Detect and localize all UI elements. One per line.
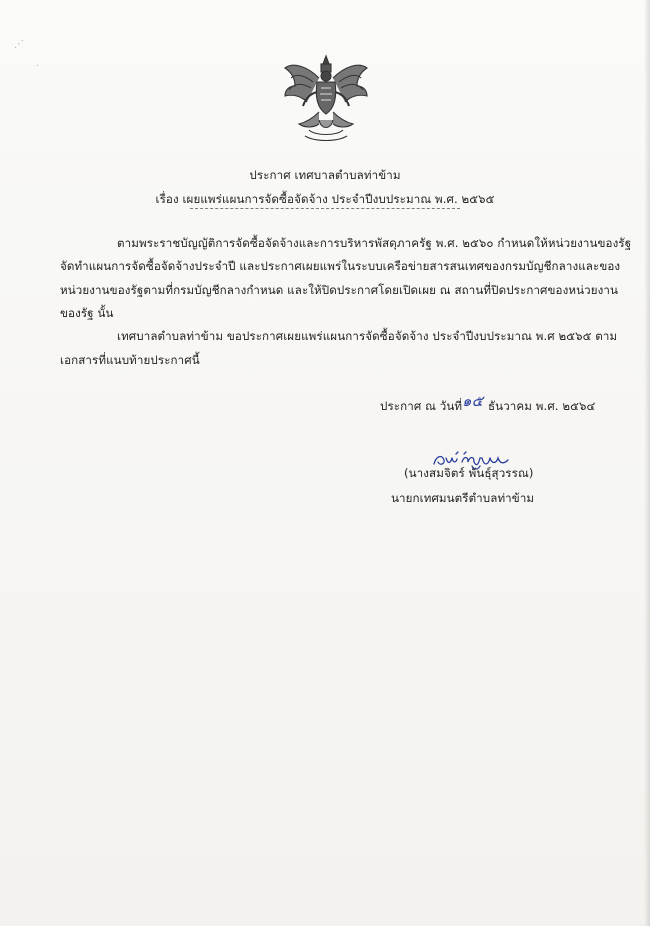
paragraph1-line: หน่วยงานของรัฐตามที่กรมบัญชีกลางกำหนด และให้ปิดประกาศโดยเปิดเผย ณ สถานที่ปิดประกาศของหน่วยงาน bbox=[60, 283, 619, 297]
paragraph1-line: ตามพระราชบัญญัติการจัดซื้อจัดจ้างและการบริหารพัสดุภาครัฐ พ.ศ. ๒๕๖๐ กำหนดให้หน่วยงานของรัฐ bbox=[117, 236, 632, 250]
announcement-title: ประกาศ เทศบาลตำบลท่าข้าม bbox=[249, 168, 401, 182]
paragraph1-line: จัดทำแผนการจัดซื้อจัดจ้างประจำปี และประกาศเผยแพร่ในระบบเครือข่ายสารสนเทศของกรมบัญชีกลางและของ bbox=[60, 259, 621, 273]
paragraph2-line: เทศบาลตำบลท่าข้าม ขอประกาศเผยแพร่แผนการจัดซื้อจัดจ้าง ประจำปีงบประมาณ พ.ศ ๒๕๖๕ ตาม bbox=[117, 329, 618, 343]
date-day-handwritten: ๑๕ bbox=[462, 392, 484, 410]
signatory-position: นายกเทศมนตรีตำบลท่าข้าม bbox=[391, 491, 535, 505]
scan-speck: · bbox=[36, 61, 40, 72]
scan-edge-shadow bbox=[644, 0, 650, 926]
announcement-subject: เรื่อง เผยแพร่แผนการจัดซื้อจัดจ้าง ประจำปีงบประมาณ พ.ศ. ๒๕๖๕ bbox=[155, 192, 495, 206]
header-separator bbox=[190, 208, 460, 209]
date-prefix: ประกาศ ณ วันที่ bbox=[380, 399, 463, 413]
paragraph2-line: เอกสารที่แนบท้ายประกาศนี้ bbox=[60, 353, 200, 367]
scan-speck: ⋰ bbox=[14, 39, 24, 50]
paragraph1-line: ของรัฐ นั้น bbox=[60, 306, 114, 320]
date-suffix: ธันวาคม พ.ศ. ๒๕๖๔ bbox=[488, 399, 596, 413]
signatory-name: (นางสมจิตร์ พันธุ์สุวรรณ) bbox=[404, 466, 534, 480]
garuda-emblem-icon bbox=[279, 52, 373, 144]
